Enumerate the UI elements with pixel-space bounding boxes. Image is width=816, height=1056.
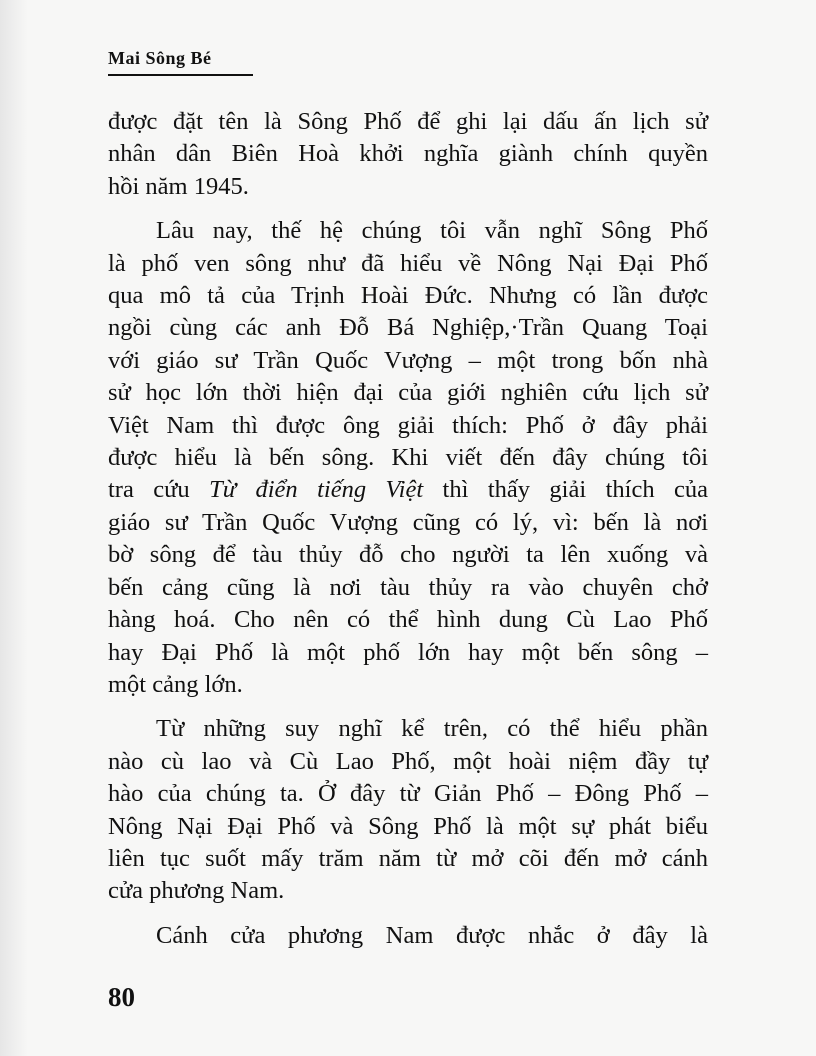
text-line: Từ những suy nghĩ kể trên, có thể hiểu phần [156, 715, 708, 743]
text-line: được đặt tên là Sông Phố để ghi lại dấu ấn lịch sử [108, 108, 708, 135]
running-head [108, 48, 212, 69]
paragraph-4 [108, 920, 708, 952]
text-line: hay Đại Phố là một phố lớn hay một bến sông – [108, 638, 708, 666]
text-line: bến cảng cũng là nơi tàu thủy ra vào chuyên chở [108, 573, 708, 601]
text-line: bờ sông để tàu thủy đỗ cho người ta lên xuống và [108, 541, 708, 569]
page-gutter-shadow [0, 0, 28, 1056]
text-line: Lâu nay, thế hệ chúng tôi vẫn nghĩ Sông Phố [156, 217, 708, 245]
text-line: được hiểu là bến sông. Khi viết đến đây chúng tôi [108, 444, 708, 472]
text-line: là phố ven sông như đã hiểu về Nông Nại Đại Phố [108, 249, 708, 277]
text-line: liên tục suốt mấy trăm năm từ mở cõi đến mở cánh [108, 844, 708, 872]
paragraph-1 [108, 106, 708, 203]
text-segment: tra cứu [108, 476, 210, 504]
paragraph-2 [108, 215, 708, 701]
page-number: 80 [108, 982, 135, 1012]
italic-book-title: Từ điển tiếng Việt [209, 476, 424, 504]
paragraph-3 [108, 713, 708, 907]
text-line: với giáo sư Trần Quốc Vượng – một trong bốn nhà [108, 346, 708, 374]
running-head-rule [108, 74, 253, 76]
body-text [108, 106, 708, 964]
text-segment: thì thấy giải thích của [423, 476, 708, 504]
text-line: ngồi cùng các anh Đỗ Bá Nghiệp,·Trần Quang Toại [108, 314, 708, 342]
running-head-text: Mai Sông Bé [108, 48, 212, 68]
text-line: một cảng lớn. [108, 670, 243, 698]
text-line: hào của chúng ta. Ở đây từ Giản Phố – Đông Phố – [108, 780, 708, 808]
text-line: cửa phương Nam. [108, 877, 285, 905]
text-line: Nông Nại Đại Phố và Sông Phố là một sự phát biểu [108, 812, 708, 840]
text-line: hồi năm 1945. [108, 172, 249, 200]
text-line: giáo sư Trần Quốc Vượng cũng có lý, vì: bến là nơi [108, 508, 708, 536]
text-line: nhân dân Biên Hoà khởi nghĩa giành chính quyền [108, 140, 708, 168]
text-line: nào cù lao và Cù Lao Phố, một hoài niệm đầy tự [108, 747, 708, 775]
text-line-with-italic-title [108, 474, 708, 506]
text-line: sử học lớn thời hiện đại của giới nghiên cứu lịch sử [108, 379, 708, 407]
text-line: Cánh cửa phương Nam được nhắc ở đây là [156, 921, 708, 949]
text-line: hàng hoá. Cho nên có thể hình dung Cù Lao Phố [108, 606, 708, 634]
text-line: Việt Nam thì được ông giải thích: Phố ở đây phải [108, 411, 708, 439]
text-line: qua mô tả của Trịnh Hoài Đức. Nhưng có lần được [108, 282, 708, 310]
